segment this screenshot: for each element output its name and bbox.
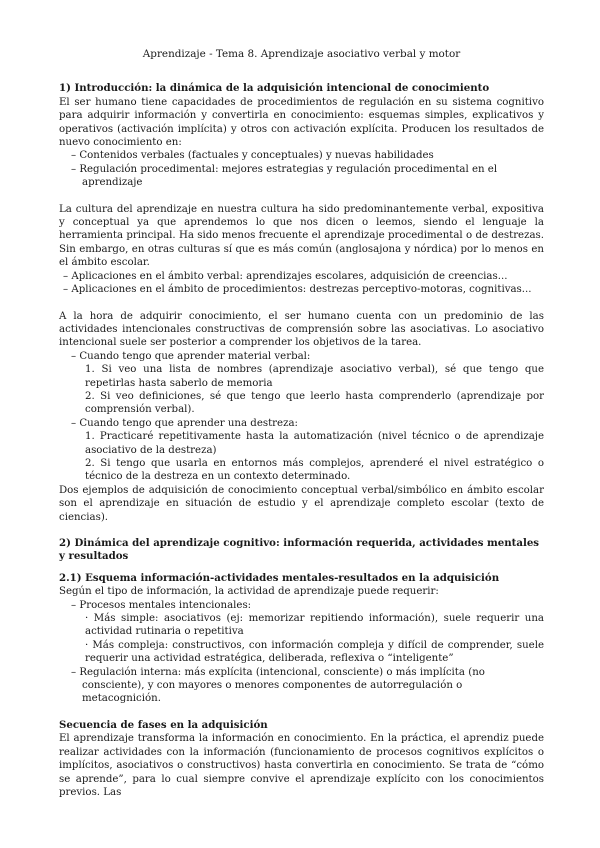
section-1-paragraph-3: A la hora de adquirir conocimiento, el ser humano cuenta con un predominio de las actividades intencionales constructivas de comprensión sobre las asociativas. Lo asociativo intencional suele ser posterior a comprender los objetivos de la tarea. [59, 310, 544, 349]
section-1-paragraph-2: La cultura del aprendizaje en nuestra cultura ha sido predominantemente verbal, expositiva y conceptual ya que aprendemos lo que nos dicen o leemos, siendo el lenguaje la herramienta principal. Ha sido menos frecuente el aprendizaje procedimental o de destrezas. Sin embargo, en otras culturas sí que es más común (anglosajona y nórdica) por lo menos en el ámbito escolar. [59, 203, 544, 269]
section-1-list-1 [59, 149, 544, 189]
list-item: – Aplicaciones en el ámbito de procedimientos: destrezas perceptivo-motoras, cognitivas... [59, 283, 544, 296]
section-2-1-heading: 2.1) Esquema información-actividades mentales-resultados en la adquisición [59, 571, 500, 584]
document-title: Aprendizaje - Tema 8. Aprendizaje asociativo verbal y motor [142, 48, 461, 60]
section-1-heading: 1) Introducción: la dinámica de la adquisición intencional de conocimiento [59, 82, 490, 95]
section-2-paragraph-2: El aprendizaje transforma la información en conocimiento. En la práctica, el aprendiz puede realizar actividades con la información (funcionamiento de procesos cognitivos explícitos o implícitos, asociativos o constructivos) hasta convertirla en conocimiento. Se trata de “cómo se aprende”, para lo cual siempre convive el aprendizaje explícito con los conocimientos previos. Las [59, 733, 544, 798]
mental-processes-list [59, 599, 544, 706]
list-item: – Regulación procedimental: mejores estrategias y regulación procedimental en el aprendizaje [59, 163, 544, 190]
section-1-paragraph-1: El ser humano tiene capacidades de procedimientos de regulación en su sistema cognitivo para adquirir información y convertirla en conocimiento: esquemas simples, explicativos y operativos (activación implícita) y otros con activación explícita. Producen los resultados de nuevo conocimiento en: [59, 96, 544, 149]
process-simple: · Más simple: asociativos (ej: memorizar repitiendo información), suele requerir una actividad rutinaria o repetitiva [59, 612, 544, 639]
sequence-heading: Secuencia de fases en la adquisición [59, 718, 268, 731]
processes-heading: – Procesos mentales intencionales: [59, 599, 544, 612]
skill-case-1: 1. Practicaré repetitivamente hasta la automatización (nivel técnico o de aprendizaje asociativo de la destreza) [85, 431, 544, 456]
verbal-case-1: 1. Si veo una lista de nombres (aprendizaje asociativo verbal), sé que tengo que repetirlas hasta saberlo de memoria [85, 364, 544, 389]
verbal-case-2: 2. Si veo definiciones, sé que tengo que leerlo hasta comprenderlo (aprendizaje por comprensión verbal). [85, 390, 544, 416]
section-2-paragraph-1: Según el tipo de información, la actividad de aprendizaje puede requerir: [59, 586, 439, 598]
verbal-case-heading: – Cuando tengo que aprender material verbal: [59, 350, 544, 363]
internal-regulation: – Regulación interna: más explícita (intencional, consciente) o más implícita (no consciente), y con mayores o menores componentes de autorregulación o metacognición. [59, 666, 544, 706]
document-content [59, 48, 544, 799]
list-item: – Contenidos verbales (factuales y conceptuales) y nuevas habilidades [59, 149, 544, 162]
skill-case-heading: – Cuando tengo que aprender una destreza: [59, 417, 544, 430]
process-complex: · Más compleja: constructivos, con información compleja y difícil de comprender, suele requerir una actividad estratégica, deliberada, reflexiva o “inteligente” [59, 639, 544, 666]
skill-case-2: 2. Si tengo que usarla en entornos más complejos, aprenderé el nivel estratégico o técnico de la destreza en un contexto determinado. [85, 457, 544, 483]
learning-cases-list [59, 350, 544, 484]
section-1-paragraph-4: Dos ejemplos de adquisición de conocimiento conceptual verbal/simbólico en ámbito escolar son el aprendizaje en situación de estudio y el aprendizaje completo escolar (texto de ciencias). [59, 484, 544, 523]
section-1-list-2 [59, 270, 544, 297]
section-2-heading: 2) Dinámica del aprendizaje cognitivo: información requerida, actividades mentales y resultados [59, 537, 540, 563]
list-item: – Aplicaciones en el ámbito verbal: aprendizajes escolares, adquisición de creencias... [59, 270, 544, 283]
